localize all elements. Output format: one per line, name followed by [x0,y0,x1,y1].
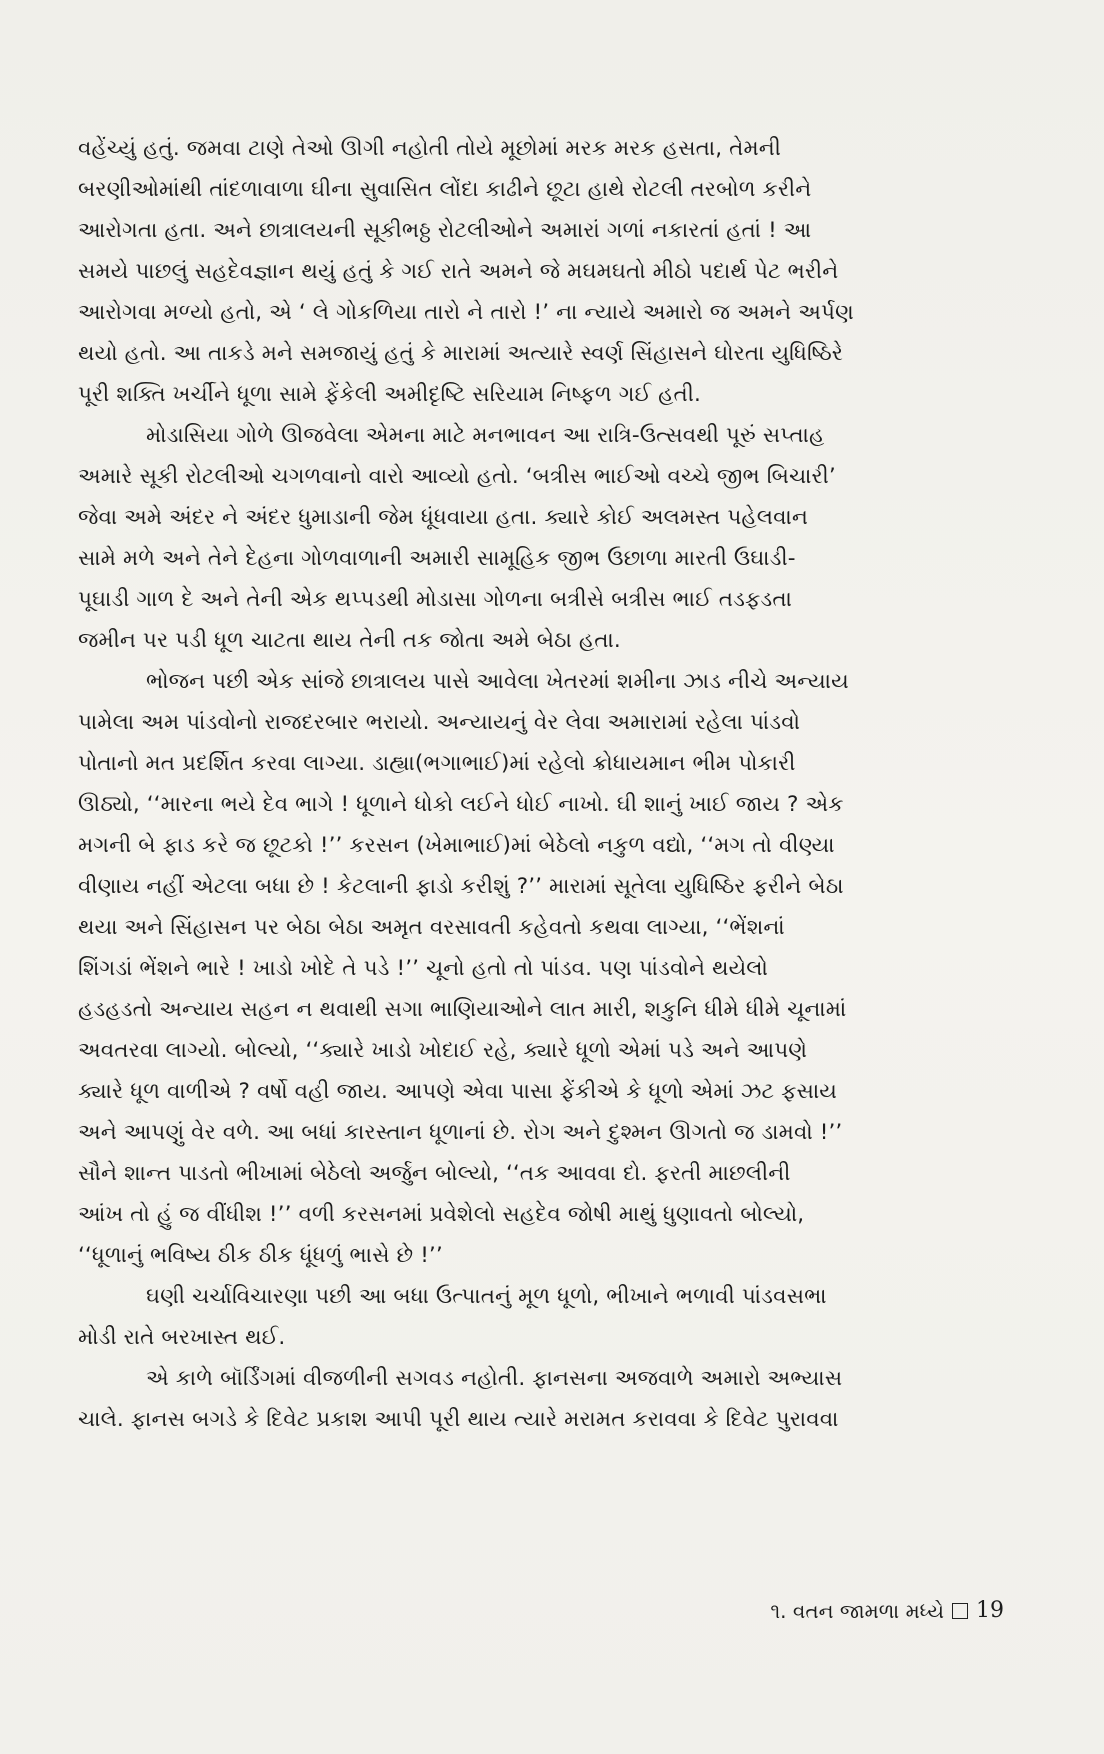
text-line: અવતરવા લાગ્યો. બોલ્યો, ‘‘ક્યારે ખાડો ખોદાઈ રહે, ક્યારે ધૂળો એમાં પડે અને આપણે [78,1038,808,1063]
text-line: આરોગવા મળ્યો હતો, એ ‘ લે ગોકળિયા તારો ને તારો !’ ના ન્યાયે અમારો જ અમને અર્પણ [78,300,854,325]
text-line: અમારે સૂકી રોટલીઓ ચગળવાનો વારો આવ્યો હતો. ‘બત્રીસ ભાઈઓ વચ્ચે જીભ બિચારી’ [78,464,836,489]
page-number: 19 [976,1598,1004,1623]
text-line: શિંગડાં ભેંશને ભારે ! ખાડો ખોદે તે પડે !’’ ચૂનો હતો તો પાંડવ. પણ પાંડવોને થયેલો [78,956,769,981]
text-line: સમયે પાછલું સહદેવજ્ઞાન થયું હતું કે ગઈ રાતે અમને જે મઘમઘતો મીઠો પદાર્થ પેટ ભરીને [78,259,839,284]
text-line: ‘‘ધૂળાનું ભવિષ્ય ઠીક ઠીક ધૂંધળું ભાસે છે !’’ [78,1243,443,1268]
text-line: સામે મળે અને તેને દેહના ગોળવાળાની અમારી સામૂહિક જીભ ઉછાળા મારતી ઉઘાડી- [78,546,796,571]
text-line: સૌને શાન્ત પાડતો ભીખામાં બેઠેલો અર્જુન બોલ્યો, ‘‘તક આવવા દો. ફરતી માછલીની [78,1161,791,1186]
text-line: જમીન પર પડી ધૂળ ચાટતા થાય તેની તક જોતા અમે બેઠા હતા. [78,628,621,653]
text-line: એ કાળે બૉર્ડિંગમાં વીજળીની સગવડ નહોતી. ફાનસના અજવાળે અમારો અભ્યાસ [146,1366,843,1391]
text-line: મોડાસિયા ગોળે ઊજવેલા એમના માટે મનભાવન આ રાત્રિ-ઉત્સવથી પૂરું સપ્તાહ [146,423,825,448]
text-line: ઊઠ્યો, ‘‘મારના ભયે દેવ ભાગે ! ધૂળાને ધોકો લઈને ધોઈ નાખો. ઘી શાનું ખાઈ જાય ? એક [78,792,844,817]
text-line: પૂઘાડી ગાળ દે અને તેની એક થપ્પડથી મોડાસા ગોળના બત્રીસે બત્રીસ ભાઈ તડફડતા [78,587,792,612]
text-line: ક્યારે ધૂળ વાળીએ ? વર્ષો વહી જાય. આપણે એવા પાસા ફેંકીએ કે ધૂળો એમાં ઝટ ફસાય [78,1079,838,1104]
text-line: આરોગતા હતા. અને છાત્રાલયની સૂકીભઠ્ઠ રોટલીઓને અમારાં ગળાં નકારતાં હતાં ! આ [78,218,812,243]
text-line: ભોજન પછી એક સાંજે છાત્રાલય પાસે આવેલા ખેતરમાં શમીના ઝાડ નીચે અન્યાય [146,669,849,694]
text-line: ઘણી ચર્ચાવિચારણા પછી આ બધા ઉત્પાતનું મૂળ ધૂળો, ભીખાને ભળાવી પાંડવસભા [146,1284,827,1309]
text-line: મગની બે ફાડ કરે જ છૂટકો !’’ કરસન (ખેમાભાઈ)માં બેઠેલો નકુળ વદ્યો, ‘‘મગ તો વીણ્યા [78,833,835,858]
text-line: અને આપણું વેર વળે. આ બધાં કારસ્તાન ધૂળાનાં છે. રોગ અને દુશ્મન ઊગતો જ ડામવો !’’ [78,1120,843,1145]
page-footer [770,1596,1004,1626]
square-ornament-icon [952,1603,968,1619]
text-line: થયો હતો. આ તાકડે મને સમજાયું હતું કે મારામાં અત્યારે સ્વર્ણ સિંહાસને ઘોરતા યુધિષ્ઠિરે [78,341,844,366]
text-line: વહેંચ્યું હતું. જમવા ટાણે તેઓ ઊગી નહોતી તોયે મૂછોમાં મરક મરક હસતા, તેમની [78,136,782,161]
body-text [78,128,1008,1440]
text-line: પૂરી શક્તિ ખર્ચીને ધૂળા સામે ફેંકેલી અમીદૃષ્ટિ સરિયામ નિષ્ફળ ગઈ હતી. [78,382,701,407]
text-line: થયા અને સિંહાસન પર બેઠા બેઠા અમૃત વરસાવતી કહેવતો કથવા લાગ્યા, ‘‘ભેંશનાં [78,915,785,940]
chapter-title: ૧. વતન જામળા મધ્યે [770,1599,944,1623]
text-line: મોડી રાતે બરખાસ્ત થઈ. [78,1325,286,1350]
text-line: હડહડતો અન્યાય સહન ન થવાથી સગા ભાણિયાઓને લાત મારી, શકુનિ ધીમે ધીમે ચૂનામાં [78,997,847,1022]
text-line: જેવા અમે અંદર ને અંદર ધુમાડાની જેમ ધૂંધવાયા હતા. ક્યારે કોઈ અલમસ્ત પહેલવાન [78,505,809,530]
text-line: પામેલા અમ પાંડવોનો રાજદરબાર ભરાયો. અન્યાયનું વેર લેવા અમારામાં રહેલા પાંડવો [78,710,801,735]
text-line: આંખ તો હું જ વીંધીશ !’’ વળી કરસનમાં પ્રવેશેલો સહદેવ જોષી માથું ધુણાવતો બોલ્યો, [78,1202,805,1227]
text-line: વીણાય નહીં એટલા બધા છે ! કેટલાની ફાડો કરીશું ?’’ મારામાં સૂતેલા યુધિષ્ઠિર ફરીને બેઠા [78,874,844,899]
text-line: બરણીઓમાંથી તાંદળાવાળા ઘીના સુવાસિત લોંદા કાઢીને છૂટા હાથે રોટલી તરબોળ કરીને [78,177,812,202]
text-line: ચાલે. ફાનસ બગડે કે દિવેટ પ્રકાશ આપી પૂરી થાય ત્યારે મરામત કરાવવા કે દિવેટ પુરાવવા [78,1407,839,1432]
text-line: પોતાનો મત પ્રદર્શિત કરવા લાગ્યા. ડાહ્યા(ભગાભાઈ)માં રહેલો ક્રોધાયમાન ભીમ પોકારી [78,751,796,776]
